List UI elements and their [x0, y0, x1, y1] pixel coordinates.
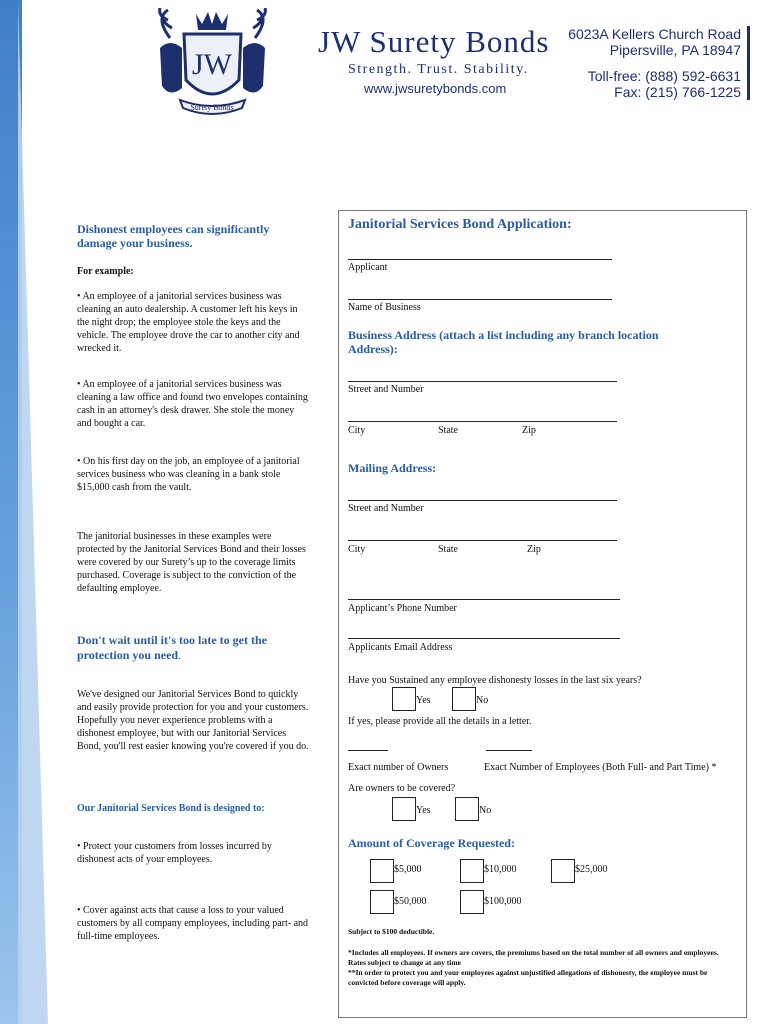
- example-1: • An employee of a janitorial services business was cleaning an auto dealership. A customer left his keys in the night drop; the employee stole the keys and the vehicle. The employee drove the car to another city and wrecked it.: [77, 291, 300, 354]
- business-name-label: Name of Business: [348, 302, 421, 313]
- brand-tagline: Strength. Trust. Stability.: [348, 62, 529, 77]
- losses-yes-checkbox[interactable]: [392, 687, 416, 711]
- address-line1: 6023A Kellers Church Road: [568, 26, 741, 42]
- applicant-label: Applicant: [348, 262, 388, 273]
- example-2: • An employee of a janitorial services business was cleaning a law office and found two envelopes containing cash in an attorney's desk drawer. She stole the money and bought a car.: [77, 379, 308, 429]
- coverage-5000-checkbox[interactable]: [370, 859, 394, 883]
- losses-no-label: No: [476, 695, 489, 706]
- mail-state-label: State: [438, 544, 458, 555]
- owners-yes-label: Yes: [416, 805, 431, 816]
- business-address-heading: Business Address (attach a list including any branch location Address):: [348, 328, 659, 356]
- street-field[interactable]: [348, 381, 617, 382]
- mail-street-field[interactable]: [348, 500, 617, 501]
- state-label: State: [438, 425, 458, 436]
- coverage-50000-label: $50,000: [394, 896, 427, 907]
- deductible-note: Subject to $100 deductible.: [348, 927, 435, 936]
- mail-city-label: City: [348, 544, 366, 555]
- mail-city-state-zip-field[interactable]: [348, 540, 617, 541]
- decorative-stripe-light: [18, 0, 48, 1024]
- email-label: Applicants Email Address: [348, 642, 453, 653]
- owners-count-label: Exact number of Owners: [348, 762, 449, 773]
- company-logo: [150, 8, 275, 120]
- brand-website[interactable]: www.jwsuretybonds.com: [364, 81, 507, 96]
- email-field[interactable]: [348, 638, 620, 639]
- left-heading: Dishonest employees can significantly damage your business.: [77, 222, 270, 250]
- losses-question: Have you Sustained any employee dishonesty losses in the last six years?: [348, 675, 642, 686]
- form-title: Janitorial Services Bond Application:: [348, 217, 572, 232]
- cta-body: We've designed our Janitorial Services Bond to quickly and easily provide protection for you and your customers. Hopefully you never experience problems with a dishonest employee, but with our Janitorial Services Bond, you'll rest easier knowing you're covered if you do.: [77, 689, 309, 752]
- brand-block: [318, 24, 549, 96]
- coverage-heading: Amount of Coverage Requested:: [348, 836, 515, 850]
- business-name-field[interactable]: [348, 299, 612, 300]
- mailing-address-heading: Mailing Address:: [348, 461, 437, 475]
- application-form: [338, 210, 747, 1018]
- fax-number: Fax: (215) 766-1225: [614, 84, 741, 100]
- city-state-zip-field[interactable]: [348, 421, 617, 422]
- losses-yes-label: Yes: [416, 695, 431, 706]
- contact-block: [568, 26, 750, 100]
- benefit-2: • Cover against acts that cause a loss to your valued customers by all company employees, including part- and full-time employees.: [77, 905, 309, 942]
- cta-heading: Don't wait until it's too late to get the protection you need: [77, 633, 267, 662]
- owners-count-field[interactable]: [348, 750, 388, 751]
- for-example-label: For example:: [77, 266, 134, 277]
- coverage-10000-label: $10,000: [484, 864, 517, 875]
- details-note: If yes, please provide all the details in a letter.: [348, 716, 532, 727]
- footnote-employees: *Includes all employees. If owners are covers, the premiums based on the total number of all owners and employees. Rates subject to change at any time: [348, 948, 719, 967]
- tollfree-number: Toll-free: (888) 592-6631: [587, 68, 741, 84]
- employees-count-field[interactable]: [486, 750, 532, 751]
- example-3: • On his first day on the job, an employee of a janitorial services business who was cleaning in a bank stole $15,000 cash from the vault.: [77, 456, 300, 493]
- owners-no-checkbox[interactable]: [455, 797, 479, 821]
- coverage-25000-checkbox[interactable]: [551, 859, 575, 883]
- coverage-5000-label: $5,000: [394, 864, 422, 875]
- owners-covered-question: Are owners to be covered?: [348, 783, 456, 794]
- brand-name: JW Surety Bonds: [318, 24, 550, 59]
- svg-text:JW: JW: [192, 48, 232, 81]
- designed-heading: Our Janitorial Services Bond is designed to:: [77, 803, 265, 814]
- logo-text: Surety Bonds: [190, 103, 234, 112]
- losses-no-checkbox[interactable]: [452, 687, 476, 711]
- owners-no-label: No: [479, 805, 492, 816]
- phone-field[interactable]: [348, 599, 620, 600]
- coverage-25000-label: $25,000: [575, 864, 608, 875]
- city-label: City: [348, 425, 366, 436]
- mail-street-label: Street and Number: [348, 503, 424, 514]
- owners-yes-checkbox[interactable]: [392, 797, 416, 821]
- mail-zip-label: Zip: [527, 544, 541, 555]
- cta-period: .: [178, 648, 182, 662]
- applicant-field[interactable]: [348, 259, 612, 260]
- benefit-1: • Protect your customers from losses incurred by dishonest acts of your employees.: [77, 841, 272, 865]
- footnote-conviction: **In order to protect you and your employees against unjustified allegations of dishonesty, the employee must be convicted before coverage will apply.: [348, 968, 708, 987]
- street-label: Street and Number: [348, 384, 424, 395]
- coverage-10000-checkbox[interactable]: [460, 859, 484, 883]
- coverage-100000-label: $100,000: [484, 896, 522, 907]
- employees-count-label: Exact Number of Employees (Both Full- and Part Time) *: [484, 762, 717, 773]
- coverage-50000-checkbox[interactable]: [370, 890, 394, 914]
- zip-label: Zip: [522, 425, 536, 436]
- address-line2: Pipersville, PA 18947: [609, 42, 741, 58]
- phone-label: Applicant’s Phone Number: [348, 603, 457, 614]
- summary-paragraph: The janitorial businesses in these examples were protected by the Janitorial Services Bond and their losses were covered by our Surety’s up to the coverage limits purchased. Coverage is subject to the conviction of the defaulting employee.: [77, 531, 306, 594]
- coverage-100000-checkbox[interactable]: [460, 890, 484, 914]
